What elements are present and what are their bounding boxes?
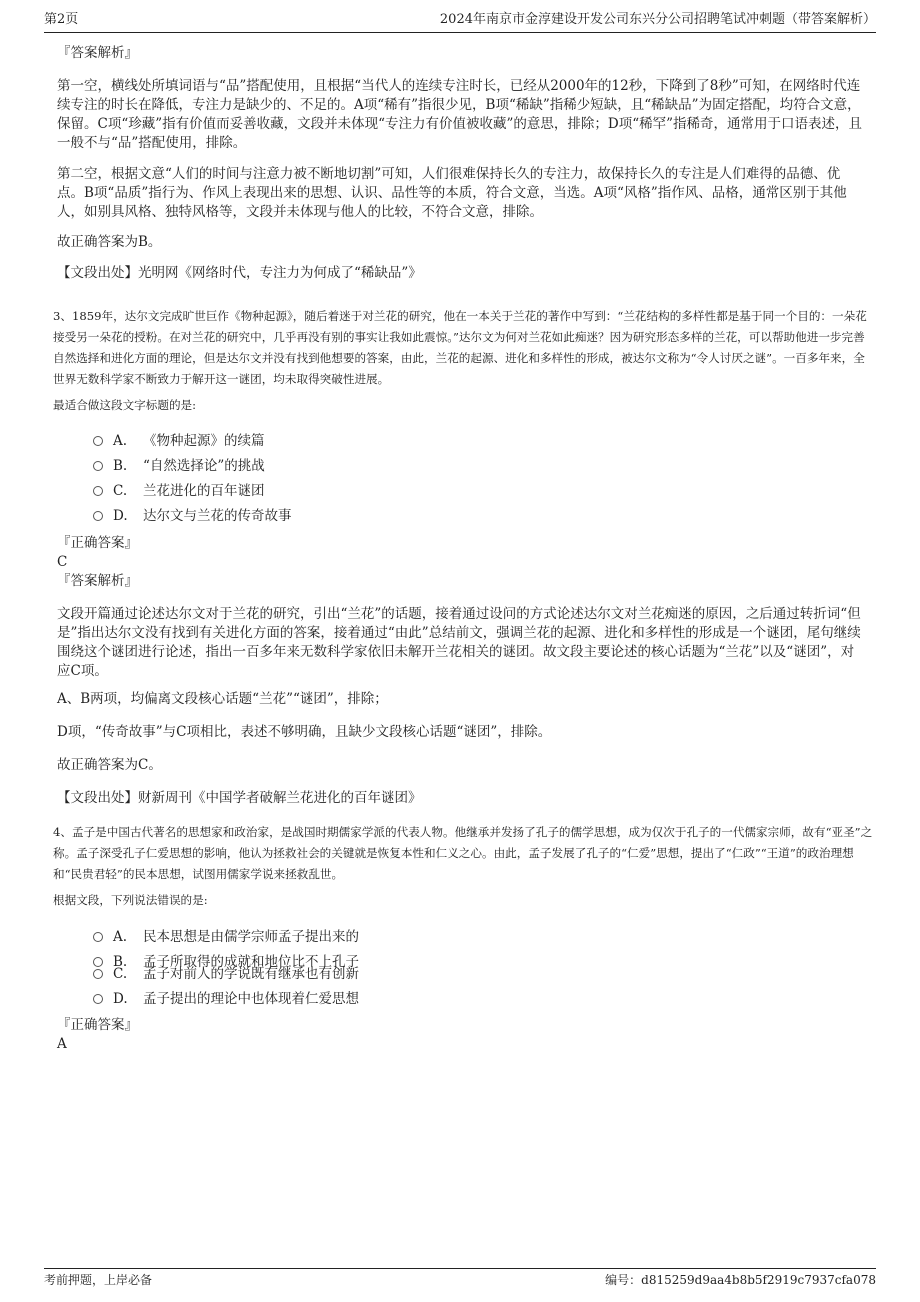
q3-option-b[interactable]: B. “自然选择论”的挑战 xyxy=(93,457,265,475)
q2-source: 【文段出处】光明网《网络时代，专注力为何成了“稀缺品”》 xyxy=(57,265,422,281)
radio-icon[interactable] xyxy=(93,932,103,942)
q3-option-a[interactable]: A. 《物种起源》的续篇 xyxy=(93,432,265,450)
q3-question: 最适合做这段文字标题的是: xyxy=(53,398,197,412)
q2-analysis-para1: 第一空，横线处所填词语与“品”搭配使用，且根据“当代人的连续专注时长，已经从2000年的12秒，下降到了8秒”可知，在网络时代连续专注的时长在降低，专注力是缺少的、不足的。A项“稀有”指很少见，B项“稀缺”指稀少短缺，且“稀缺品”为固定搭配，均符合文意，保留。C项“珍藏”指有价值而妥善收藏，文段并未体现“专注力有价值被收藏”的意思，排除；D项“稀罕”指稀奇，通常用于口语表述，且一般不与“品”搭配使用，排除。 xyxy=(57,78,863,151)
q3-answer: C xyxy=(57,554,68,570)
q4-option-c[interactable]: C. 孟子对前人的学说既有继承也有创新 xyxy=(93,965,359,983)
q3-option-d[interactable]: D. 达尔文与兰花的传奇故事 xyxy=(93,507,292,525)
page-header xyxy=(44,10,876,33)
q3-analysis-label: 『答案解析』 xyxy=(57,573,138,589)
radio-icon[interactable] xyxy=(93,969,103,979)
q3-source: 【文段出处】财新周刊《中国学者破解兰花进化的百年谜团》 xyxy=(57,790,422,806)
q3-answer-label: 『正确答案』 xyxy=(57,535,138,551)
page-number: 第2页 xyxy=(44,12,79,27)
q4-stem: 4、孟子是中国古代著名的思想家和政治家，是战国时期儒家学派的代表人物。他继承并发扬了孔子的儒学思想，成为仅次于孔子的一代儒家宗师，故有“亚圣”之称。孟子深受孔子仁爱思想的影响，他认为拯救社会的关键就是恢复本性和仁义之心。由此，孟子发展了孔子的“仁爱”思想，提出了“仁政”“王道”的政治理想和“民贵君轻”的民本思想，试图用儒家学说来拯救乱世。 xyxy=(53,825,873,881)
q2-analysis-label: 『答案解析』 xyxy=(57,45,138,61)
q3-conclusion: 故正确答案为C。 xyxy=(57,757,162,773)
radio-icon[interactable] xyxy=(93,994,103,1004)
q4-option-b[interactable]: B. 孟子所取得的成就和地位比不上孔子 xyxy=(93,953,359,971)
q3-stem: 3、1859年，达尔文完成旷世巨作《物种起源》，随后着迷于对兰花的研究，他在一本关于兰花的著作中写到：“兰花结构的多样性都是基于同一个目的：一朵花接受另一朵花的授粉。在对兰花的研究中，几乎再没有别的事实让我如此震惊。”达尔文为何对兰花如此痴迷？因为研究形态多样的兰花，可以帮助他进一步完善自然选择和进化方面的理论，但是达尔文并没有找到他想要的答案，由此，兰花的起源、进化和多样性的形成，被达尔文称为“令人讨厌之谜”。一百多年来，全世界无数科学家不断致力于解开这一谜团，均未取得突破性进展。 xyxy=(53,309,867,386)
q2-conclusion: 故正确答案为B。 xyxy=(57,234,162,250)
q4-question: 根据文段，下列说法错误的是: xyxy=(53,893,208,907)
q3-analysis-para1: 文段开篇通过论述达尔文对于兰花的研究，引出“兰花”的话题，接着通过设问的方式论述达尔文对兰花痴迷的原因，之后通过转折词“但是”指出达尔文没有找到有关进化方面的答案，接着通过“由此”总结前文，强调兰花的起源、进化和多样性的形成是一个谜团，尾句继续围绕这个谜团进行论述，指出一百多年来无数科学家依旧未解开兰花相关的谜团。故文段主要论述的核心话题为“兰花”以及“谜团”，对应C项。 xyxy=(57,606,861,679)
radio-icon[interactable] xyxy=(93,486,103,496)
page-footer xyxy=(44,1268,876,1291)
q4-option-a[interactable]: A. 民本思想是由儒学宗师孟子提出来的 xyxy=(93,928,359,946)
q3-option-c[interactable]: C. 兰花进化的百年谜团 xyxy=(93,482,265,500)
q4-answer-label: 『正确答案』 xyxy=(57,1017,138,1033)
radio-icon[interactable] xyxy=(93,511,103,521)
document-title: 2024年南京市金淳建设开发公司东兴分公司招聘笔试冲刺题（带答案解析） xyxy=(439,12,876,27)
q4-option-d[interactable]: D. 孟子提出的理论中也体现着仁爱思想 xyxy=(93,990,359,1008)
radio-icon[interactable] xyxy=(93,436,103,446)
footer-note: 考前押题，上岸必备 xyxy=(44,1273,153,1287)
document-code: 编号：d815259d9aa4b8b5f2919c7937cfa078 xyxy=(605,1273,876,1287)
q2-analysis-para2: 第二空，根据文意“人们的时间与注意力被不断地切割”可知，人们很难保持长久的专注力，故保持长久的专注是人们难得的品德、优点。B项“品质”指行为、作风上表现出来的思想、认识、品性等的本质，符合文意，当选。A项“风格”指作风、品格，通常区别于其他人，如别具风格、独特风格等，文段并未体现与他人的比较，不符合文意，排除。 xyxy=(57,166,847,220)
q3-analysis-para3: D项，“传奇故事”与C项相比，表述不够明确，且缺少文段核心话题“谜团”，排除。 xyxy=(57,724,552,740)
q4-answer: A xyxy=(57,1036,67,1052)
q3-analysis-para2: A、B两项，均偏离文段核心话题“兰花”“谜团”，排除； xyxy=(57,691,388,707)
radio-icon[interactable] xyxy=(93,461,103,471)
